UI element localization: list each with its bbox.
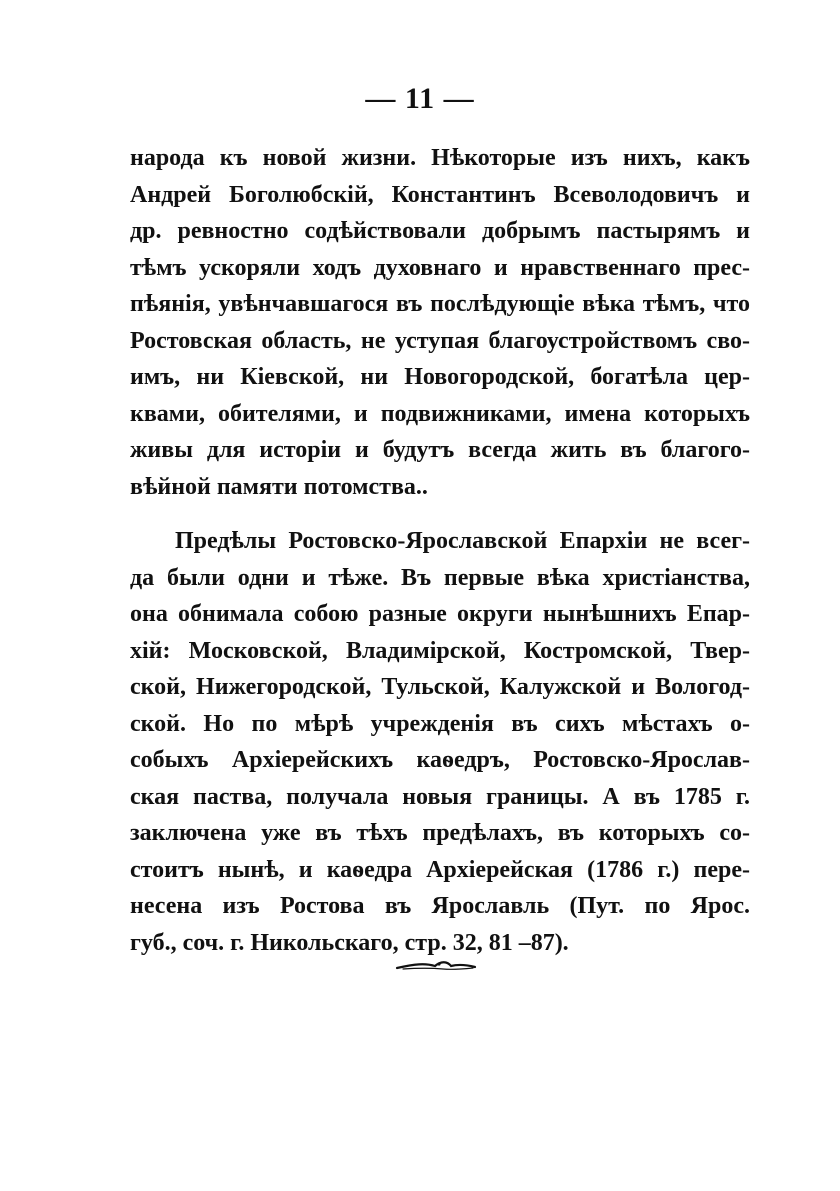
text-line: тѣмъ ускоряли ходъ духовнаго и нравственнаго прес- <box>130 254 750 281</box>
text-line: собыхъ Архіерейскихъ каѳедръ, Ростовско-Ярослав- <box>130 747 750 773</box>
body-text <box>130 140 750 961</box>
text-line: хій: Московской, Владимірской, Костромской, Твер- <box>130 637 750 664</box>
text-line: Ростовская область, не уступая благоустройствомъ сво- <box>130 327 750 354</box>
text-line: живы для исторіи и будутъ всегда жить въ благого- <box>130 437 750 463</box>
text-line: Андрей Боголюбскій, Константинъ Всеволодовичъ и <box>130 181 750 208</box>
text-line: квами, обителями, и подвижниками, имена которыхъ <box>130 400 750 427</box>
text-line: да были одни и тѣже. Въ первые вѣка христіанства, <box>130 564 750 591</box>
text-line: заключена уже въ тѣхъ предѣлахъ, въ которыхъ со- <box>130 820 750 846</box>
text-line: она обнимала собою разные округи нынѣшнихъ Епар- <box>130 601 750 627</box>
text-line: губ., соч. г. Никольскаго, стр. 32, 81 –87). <box>130 929 569 956</box>
end-ornament-icon <box>395 958 477 974</box>
text-line: пѣянія, увѣнчавшагося въ послѣдующіе вѣка тѣмъ, что <box>130 291 750 317</box>
paragraph-2 <box>130 523 750 961</box>
text-line: имъ, ни Кіевской, ни Новогородской, богатѣла цер- <box>130 364 750 390</box>
text-line: несена изъ Ростова въ Ярославль (Пут. по Ярос. <box>130 893 750 919</box>
text-line: стоитъ нынѣ, и каѳедра Архіерейская (1786 г.) пере- <box>130 856 750 883</box>
text-line: народа къ новой жизни. Нѣкоторые изъ нихъ, какъ <box>130 145 750 171</box>
paragraph-gap <box>130 505 750 523</box>
page-number: — 11 — <box>365 82 475 115</box>
text-line: ской, Нижегородской, Тульской, Калужской и Вологод- <box>130 674 750 700</box>
text-line: ская паства, получала новыя границы. А въ 1785 г. <box>130 783 750 810</box>
text-line: Предѣлы Ростовско-Ярославской Епархіи не всег- <box>175 528 750 554</box>
paragraph-1 <box>130 140 750 505</box>
text-line: др. ревностно содѣйствовали добрымъ пастырямъ и <box>130 218 750 244</box>
text-line: вѣйной памяти потомства.. <box>130 473 428 500</box>
text-line: ской. Но по мѣрѣ учрежденія въ сихъ мѣстахъ о- <box>130 710 750 737</box>
